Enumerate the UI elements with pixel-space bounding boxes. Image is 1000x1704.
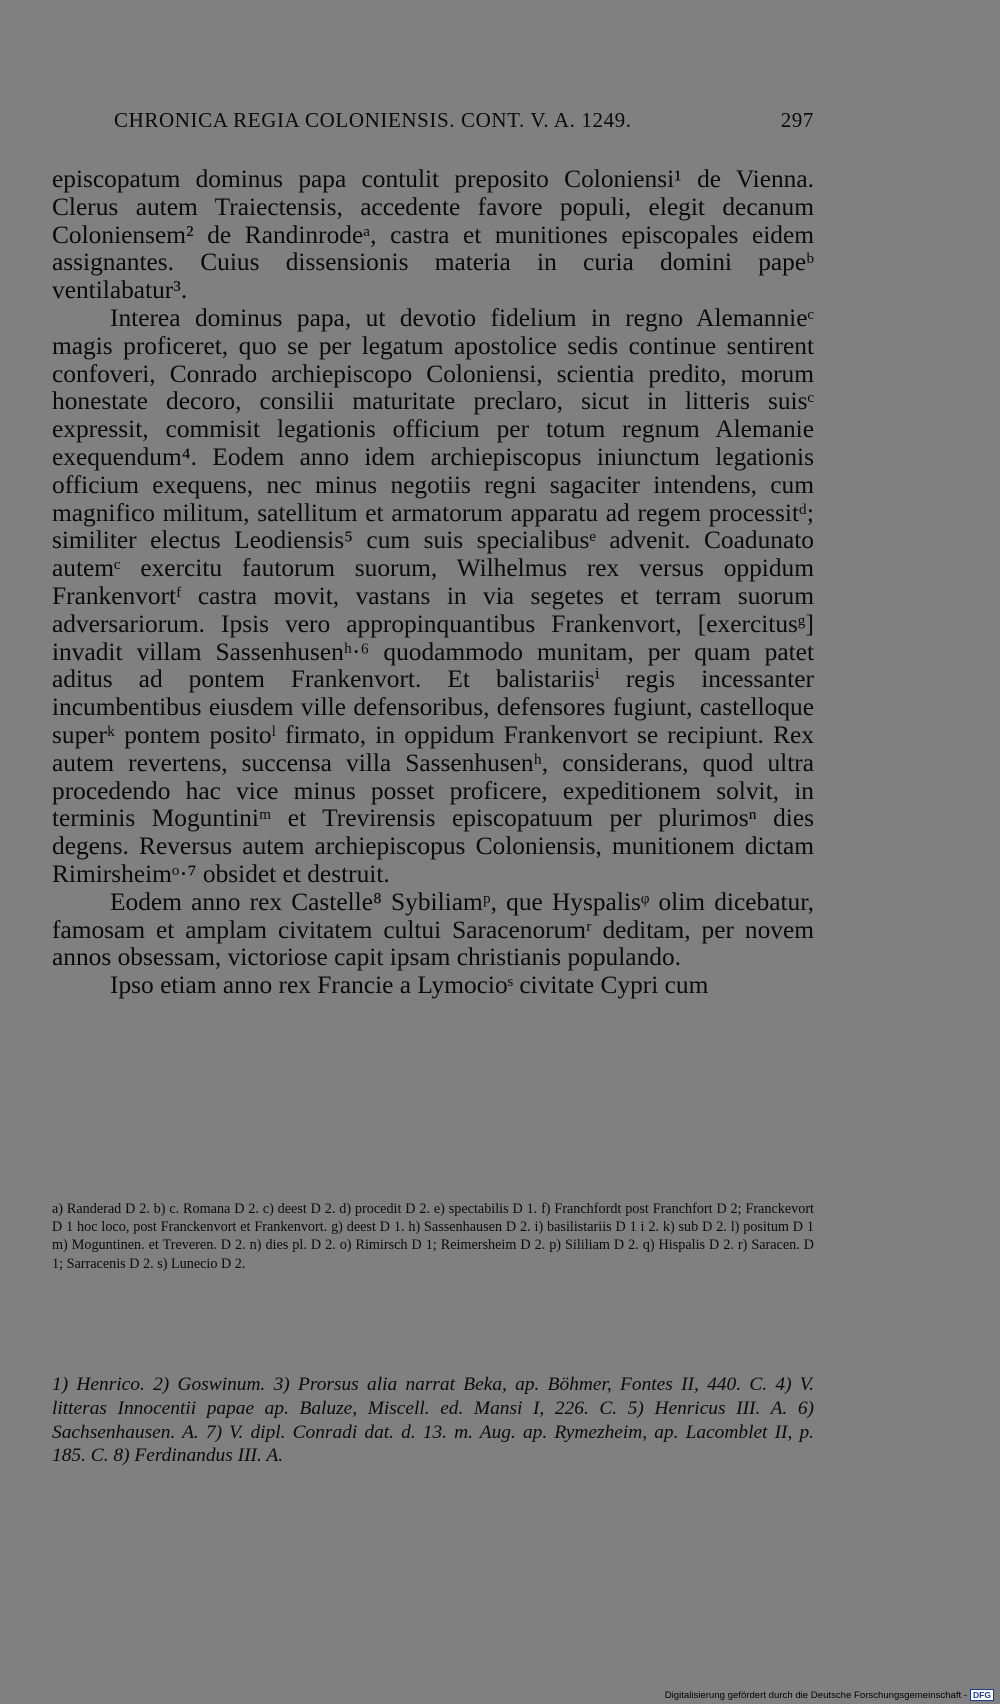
paragraph-1: episcopatum dominus papa contulit preposito Coloniensi¹ de Vienna. Clerus autem Traiectensis, accedente favore populi, elegit decanum Coloniensem² de Randinrodeᵃ, castra et munitiones episcopales eidem assignantes. Cuius dissensionis materia in curia domini papeᵇ ventilabatur³. [52,165,814,305]
running-title: CHRONICA REGIA COLONIENSIS. CONT. V. A. 1249. [114,108,632,132]
paragraph-4: Ipso etiam anno rex Francie a Lymocioˢ civitate Cypri cum [110,971,709,1000]
credit-text: Digitalisierung gefördert durch die Deutsche Forschungsgemeinschaft - [664,1689,968,1701]
explanatory-notes: 1) Henrico. 2) Goswinum. 3) Prorsus alia narrat Beka, ap. Böhmer, Fontes II, 440. C. 4) V. litteras Innocentii papae ap. Baluze, Miscell. ed. Mansi I, 226. C. 5) Henricus III. A. 6) Sachsenhausen. A. 7) V. dipl. Conradi dat. d. 13. m. Aug. ap. Rymezheim, ap. Lacomblet II, p. 185. C. 8) Ferdinandus III. A. [52,1374,814,1467]
paragraph-2: Interea dominus papa, ut devotio fidelium in regno Alemannieᶜ magis proficeret, quo se per legatum apostolice sedis continue sentirent confoveri, Conrado archiepiscopo Coloniensi, scientia predito, morum honestate decoro, consilii maturitate preclaro, sicut in litteris suisᶜ expressit, commisit legationis officium per totum regnum Alemanie exequendum⁴. Eodem anno idem archiepiscopus iniunctum legationis officium exequens, nec minus negotiis regni sagaciter intendens, cum magnifico militum, satellitum et armatorum apparatu ad regem processitᵈ; similiter electus Leodiensis⁵ cum suis specialibusᵉ advenit. Coadunato autemᶜ exercitu fautorum suorum, Wilhelmus rex versus oppidum Frankenvortᶠ castra movit, vastans in via segetes et terram suorum adversariorum. Ipsis vero appropinquantibus Frankenvort, [exercitusᵍ] invadit villam Sassenhusenʰ·⁶ quodammodo munitam, per quam patet aditus ad pontem Frankenvort. Et balistariisⁱ regis incessanter incumbentibus eiusdem ville defensoribus, defensores fugiunt, castelloque superᵏ pontem positoˡ firmato, in oppidum Frankenvort se recipiunt. Rex autem revertens, succensa villa Sassenhusenʰ, considerans, quod ultra procedendo hac vice minus posset proficere, expeditionem solvit, in terminis Moguntiniᵐ et Trevirensis episcopatuum per plurimosⁿ dies degens. Reversus autem archiepiscopus Coloniensis, munitionem dictam Rimirsheimᵒ·⁷ obsidet et destruit. [52,303,814,888]
digitization-credit [665,1689,994,1701]
dfg-logo-icon: DFG [970,1689,994,1701]
page-number: 297 [780,108,814,132]
paragraph-3: Eodem anno rex Castelle⁸ Sybiliamᵖ, que Hyspalisᵠ olim dicebatur, famosam et amplam civitatem cultui Saracenorumʳ deditam, per novem annos obsessam, victoriose capit ipsam christianis populando. [52,887,814,972]
critical-apparatus: a) Randerad D 2. b) c. Romana D 2. c) deest D 2. d) procedit D 2. e) spectabilis D 1. f) Franchfordt post Franchfort D 2; Franckevort D 1 hoc loco, post Franckenvort et Frankenvort. g) deest D 1. h) Sassenhausen D 2. i) basilistariis D 1 i 2. k) sub D 2. l) positum D 1 m) Moguntinen. et Treveren. D 2. n) dies pl. D 2. o) Rimirsch D 1; Reimersheim D 2. p) Sililiam D 2. q) Hispalis D 2. r) Saracen. D 1; Sarracenis D 2. s) Lunecio D 2. [52,1201,814,1272]
main-text [52,166,814,1000]
